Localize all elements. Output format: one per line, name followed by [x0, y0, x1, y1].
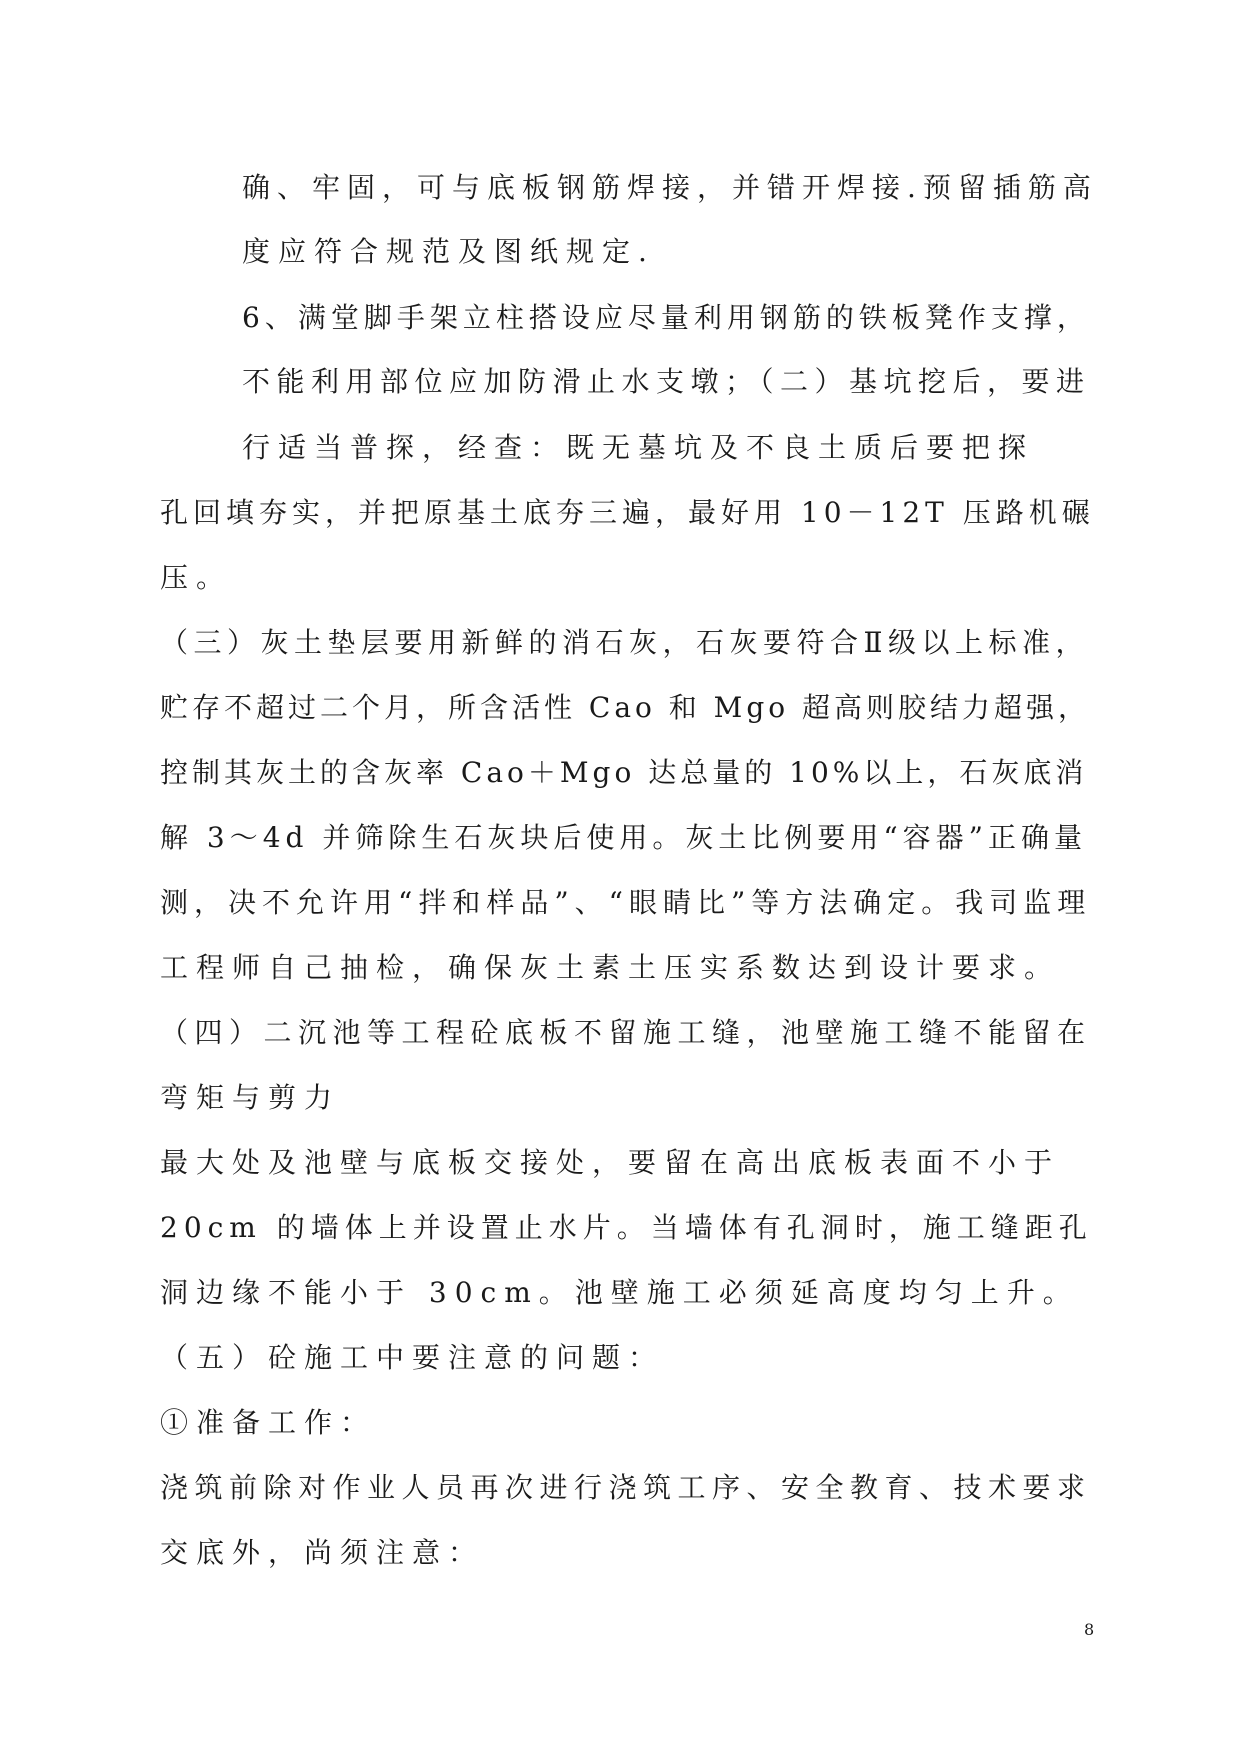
- body-text-line: 工程师自己抽检，确保灰土素土压实系数达到设计要求。: [160, 951, 1061, 984]
- body-text-line: 弯矩与剪力: [160, 1081, 341, 1114]
- body-text-line: （三）灰土垫层要用新鲜的消石灰，石灰要符合Ⅱ级以上标准，: [160, 626, 1090, 659]
- body-text-line: 交底外，尚须注意：: [160, 1536, 485, 1569]
- body-text-line: 贮存不超过二个月，所含活性 Cao 和 Mgo 超高则胶结力超强，: [160, 691, 1091, 724]
- body-text-line: 测，决不允许用“拌和样品”、“眼睛比”等方法确定。我司监理: [160, 886, 1092, 919]
- body-text-line: 压。: [160, 561, 233, 594]
- section-heading: （五）砼施工中要注意的问题：: [160, 1341, 665, 1374]
- body-text-line: 最大处及池壁与底板交接处，要留在高出底板表面不小于: [160, 1146, 1061, 1179]
- body-text-line: 浇筑前除对作业人员再次进行浇筑工序、安全教育、技术要求: [160, 1471, 1092, 1504]
- body-text-line: 孔回填夯实，并把原基土底夯三遍，最好用 10－12T 压路机碾: [160, 496, 1095, 529]
- sub-heading: ①准备工作：: [160, 1406, 377, 1439]
- body-text-line: 控制其灰土的含灰率 Cao＋Mgo 达总量的 10%以上，石灰底消: [160, 756, 1088, 789]
- body-text-line: （四）二沉池等工程砼底板不留施工缝，池壁施工缝不能留在: [160, 1016, 1092, 1049]
- body-text-line: 6、满堂脚手架立柱搭设应尽量利用钢筋的铁板凳作支撑，: [242, 301, 1090, 334]
- body-text-line: 20cm 的墙体上并设置止水片。当墙体有孔洞时，施工缝距孔: [160, 1211, 1093, 1244]
- body-text-line: 洞边缘不能小于 30cm。池壁施工必须延高度均匀上升。: [160, 1276, 1079, 1309]
- body-text-line: 行适当普探，经查：既无墓坑及不良土质后要把探: [242, 431, 1035, 464]
- body-text-line: 确、牢固，可与底板钢筋焊接，并错开焊接.预留插筋高: [242, 171, 1098, 204]
- body-text-line: 度应符合规范及图纸规定.: [242, 235, 655, 268]
- body-text-line: 解 3～4d 并筛除生石灰块后使用。灰土比例要用“容器”正确量: [160, 821, 1087, 854]
- body-text-line: 不能利用部位应加防滑止水支墩；（二）基坑挖后，要进: [242, 365, 1091, 398]
- page-number: 8: [1084, 1620, 1095, 1639]
